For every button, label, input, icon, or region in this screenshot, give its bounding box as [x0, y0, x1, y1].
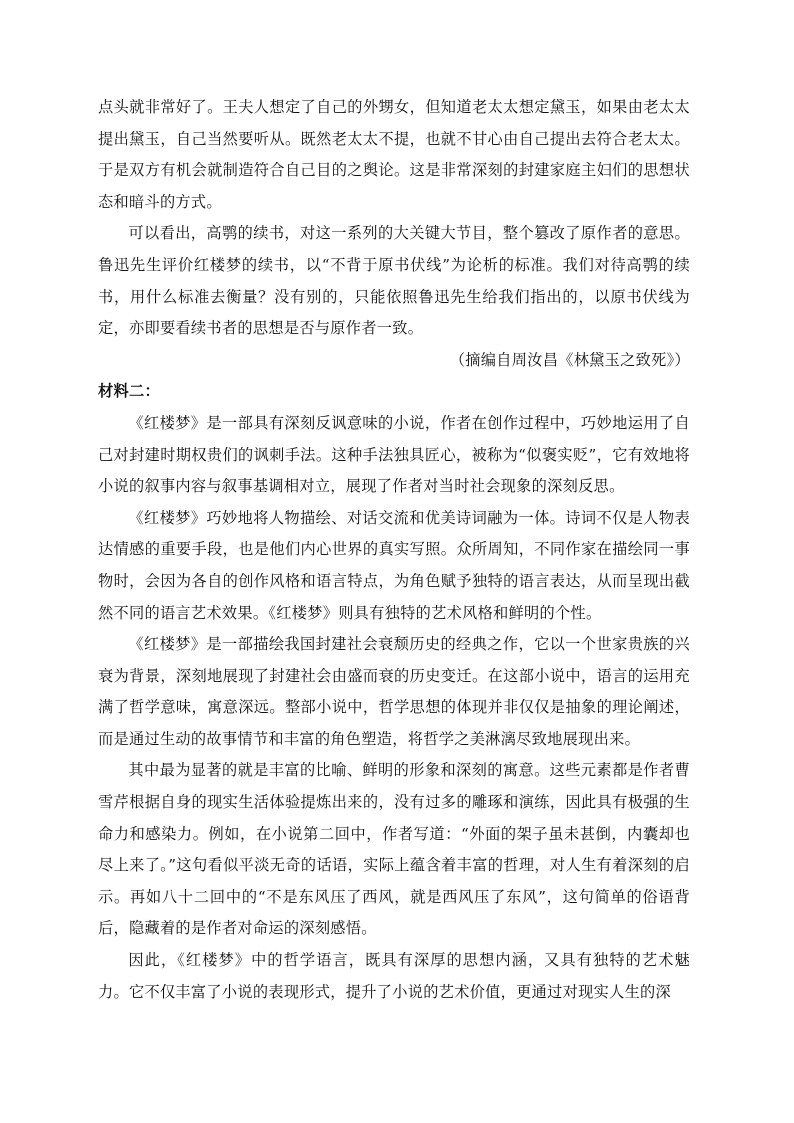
paragraph-continued: 点头就非常好了。王夫人想定了自己的外甥女，但知道老太太想定黛玉，如果由老太太提出黛玉，自己当然要听从。既然老太太不提，也就不甘心由自己提出去符合老太太。于是双方有机会就制造符合自己目的之舆论。这是非常深刻的封建家庭主妇们的思想状态和暗斗的方式。: [98, 98, 690, 211]
paragraph-shici: 《红楼梦》巧妙地将人物描绘、对话交流和优美诗词融为一体。诗词不仅是人物表达情感的重要手段，也是他们内心世界的真实写照。众所周知，不同作家在描绘同一事物时，会因为各自的创作风格和语言特点，为角色赋予独特的语言表达，从而呈现出截然不同的语言艺术效果。《红楼梦》则具有独特的艺术风格和鲜明的个性。: [98, 508, 690, 622]
paragraph-xushu: 可以看出，高鹗的续书，对这一系列的大关键大节目，整个篡改了原作者的意思。鲁迅先生评价红楼梦的续书，以“不背于原书伏线”为论析的标准。我们对待高鹗的续书，用什么标准去衡量？没有别的，只能依照鲁迅先生给我们指出的，以原书伏线为定，亦即要看续书者的思想是否与原作者一致。: [98, 224, 690, 338]
paragraph-zhexue: 《红楼梦》是一部描绘我国封建社会衰颓历史的经典之作，它以一个世家贵族的兴衰为背景，深刻地展现了封建社会由盛而衰的历史变迁。在这部小说中，语言的运用充满了哲学意味，寓意深远。整部小说中，哲学思想的体现并非仅仅是抽象的理论阐述，而是通过生动的故事情节和丰富的角色塑造，将哲学之美淋漓尽致地展现出来。: [98, 635, 690, 748]
document-body: [98, 92, 690, 1008]
source-citation: （摘编自周汝昌《林黛玉之致死》）: [449, 350, 690, 369]
paragraph-conclusion: 因此，《红楼梦》中的哲学语言，既具有深厚的思想内涵，又具有独特的艺术魅力。它不仅丰富了小说的表现形式，提升了小说的艺术价值，更通过对现实人生的深: [98, 951, 690, 1001]
section-heading-material-2: 材料二：: [98, 382, 160, 401]
paragraph-fanfeng: 《红楼梦》是一部具有深刻反讽意味的小说，作者在创作过程中，巧妙地运用了自己对封建时期权贵们的讽刺手法。这种手法独具匠心，被称为“似褒实贬”，它有效地将小说的叙事内容与叙事基调相对立，展现了作者对当时社会现象的深刻反思。: [98, 413, 690, 496]
paragraph-biyu: 其中最为显著的就是丰富的比喻、鲜明的形象和深刻的寓意。这些元素都是作者曹雪芹根据自身的现实生活体验提炼出来的，没有过多的雕琢和演练，因此具有极强的生命力和感染力。例如，在小说第二回中，作者写道：“外面的架子虽未甚倒，内囊却也尽上来了。”这句看似平淡无奇的话语，实际上蕴含着丰富的哲理，对人生有着深刻的启示。再如八十二回中的“不是东风压了西风，就是西风压了东风”，这句简单的俗语背后，隐藏着的是作者对命运的深刻感悟。: [98, 761, 690, 938]
